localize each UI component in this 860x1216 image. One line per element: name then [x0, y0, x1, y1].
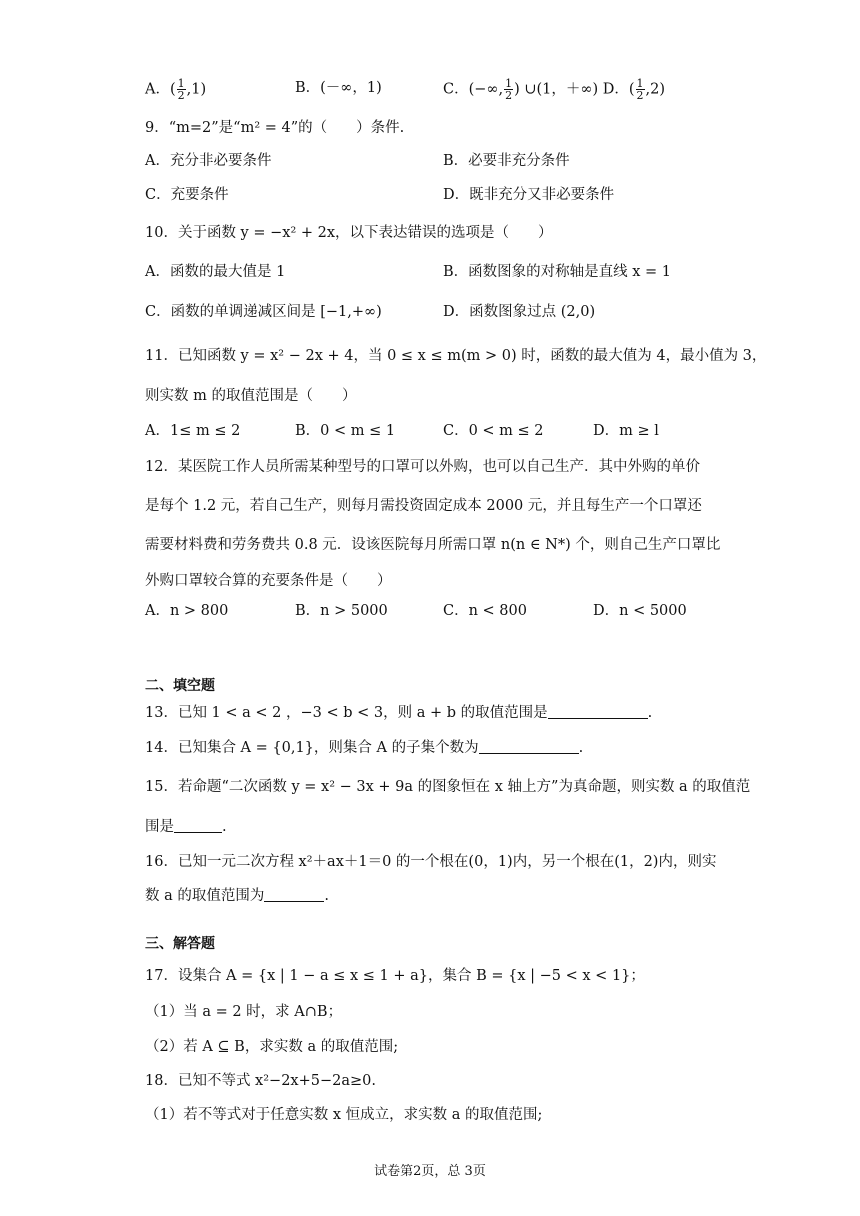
q16-line-2: 数 a 的取值范围为 .	[145, 888, 329, 904]
q8-option-b: B．(－∞，1)	[295, 80, 382, 96]
q9-stem: 9．“m=2”是“m² = 4”的（ ）条件.	[145, 120, 405, 136]
q14: 14．已知集合 A = {0,1}，则集合 A 的子集个数为 .	[145, 740, 584, 756]
q16-answer-blank[interactable]	[264, 887, 324, 902]
q10-option-c: C．函数的单调递减区间是 [−1,+∞)	[145, 304, 382, 320]
q11-option-c: C．0 < m ≤ 2	[443, 423, 544, 439]
q12-line-2: 是每个 1.2 元，若自己生产，则每月需投资固定成本 2000 元，并且每生产一个口罩还	[145, 498, 702, 514]
q8-option-d-fraction: $\frac{1}{2}$	[636, 77, 644, 102]
q10-stem: 10．关于函数 y = −x² + 2x，以下表达错误的选项是（ ）	[145, 225, 553, 241]
q17-stem: 17．设集合 A = {x | 1 − a ≤ x ≤ 1 + a}，集合 B = {x | −5 < x < 1}；	[145, 968, 645, 984]
page-footer: 试卷第2页，总 3页	[374, 1164, 486, 1179]
q12-option-a: A．n > 800	[145, 603, 229, 619]
q9-option-d: D．既非充分又非必要条件	[443, 187, 615, 203]
q10-option-d: D．函数图象过点 (2,0)	[443, 304, 596, 320]
q18-part-1: （1）若不等式对于任意实数 x 恒成立，求实数 a 的取值范围;	[145, 1107, 543, 1123]
q11-stem: 11．已知函数 y = x² − 2x + 4，当 0 ≤ x ≤ m(m > 0) 时，函数的最大值为 4，最小值为 3，	[145, 348, 767, 364]
q17-part-2: （2）若 A ⊆ B，求实数 a 的取值范围;	[145, 1039, 399, 1055]
q16-line-1: 16．已知一元二次方程 x²＋ax＋1＝0 的一个根在(0，1)内，另一个根在(1，2)内，则实	[145, 854, 717, 870]
q15-answer-blank[interactable]	[174, 818, 222, 833]
q12-option-b: B．n > 5000	[295, 603, 388, 619]
q10-option-a: A．函数的最大值是 1	[145, 264, 286, 280]
section-fill-in-heading: 二、填空题	[145, 678, 215, 694]
q11-option-b: B．0 < m ≤ 1	[295, 423, 396, 439]
q12-line-4: 外购口罩较合算的充要条件是（ ）	[145, 573, 392, 589]
q12-line-1: 12．某医院工作人员所需某种型号的口罩可以外购，也可以自己生产．其中外购的单价	[145, 459, 700, 475]
q9-option-a: A．充分非必要条件	[145, 153, 272, 169]
q13-answer-blank[interactable]	[548, 704, 648, 719]
q12-option-c: C．n < 800	[443, 603, 527, 619]
q14-answer-blank[interactable]	[479, 739, 579, 754]
q11-stem-continued: 则实数 m 的取值范围是（ ）	[145, 388, 357, 404]
q8-option-a-fraction: $\frac{1}{2}$	[177, 77, 185, 102]
section-solve-heading: 三、解答题	[145, 936, 215, 952]
q12-option-d: D．n < 5000	[593, 603, 687, 619]
q18-stem: 18．已知不等式 x²−2x+5−2a≥0.	[145, 1073, 376, 1089]
q9-option-b: B．必要非充分条件	[443, 153, 570, 169]
q8-option-a: A．( $\frac{1}{2}$ ,1)	[145, 77, 207, 102]
q17-part-1: （1）当 a = 2 时，求 A∩B；	[145, 1004, 343, 1020]
q15-line-2: 围是 .	[145, 819, 227, 835]
q9-option-c: C．充要条件	[145, 187, 229, 203]
q11-option-d: D．m ≥ l	[593, 423, 659, 439]
q8-option-c-fraction: $\frac{1}{2}$	[505, 77, 513, 102]
q11-option-a: A．1≤ m ≤ 2	[145, 423, 241, 439]
q10-option-b: B．函数图象的对称轴是直线 x = 1	[443, 264, 672, 280]
q8-option-c-d: C．(−∞, $\frac{1}{2}$ ) ∪(1，＋∞) D．( $\frac{1}{2}$ ,2)	[443, 77, 666, 102]
q13: 13．已知 1 < a < 2 ，−3 < b < 3，则 a + b 的取值范围是 .	[145, 705, 653, 721]
q12-line-3: 需要材料费和劳务费共 0.8 元．设该医院每月所需口罩 n(n ∈ N*) 个，则自己生产口罩比	[145, 537, 721, 553]
q15-line-1: 15．若命题“二次函数 y = x² − 3x + 9a 的图象恒在 x 轴上方”为真命题，则实数 a 的取值范	[145, 779, 751, 795]
